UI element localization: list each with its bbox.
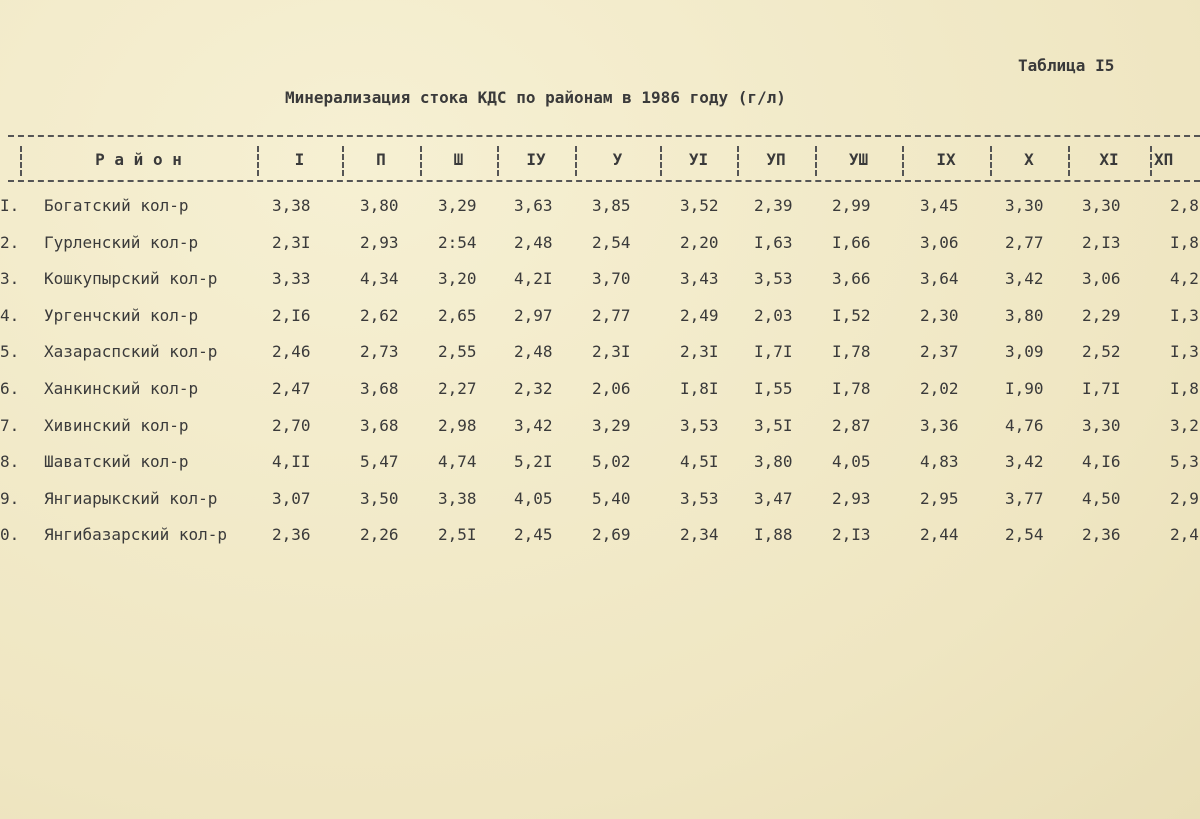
mineralization-value: 2,99 xyxy=(832,196,871,215)
header-separator xyxy=(257,146,259,176)
mineralization-value: 3,42 xyxy=(514,415,553,435)
mineralization-value: 3,42 xyxy=(1005,269,1044,289)
mineralization-value: 5,47 xyxy=(360,452,399,472)
mineralization-value: 5,3 xyxy=(1170,452,1199,472)
header-separator xyxy=(420,146,422,176)
mineralization-value: 3,36 xyxy=(920,415,959,435)
mineralization-value: 2,95 xyxy=(920,488,959,508)
district-name: Богатский кол-р xyxy=(44,196,189,215)
mineralization-value: 2,93 xyxy=(360,232,399,252)
mineralization-value: 4,II xyxy=(272,452,311,472)
mineralization-value: I,88 xyxy=(754,525,793,545)
mineralization-value: 5,02 xyxy=(592,452,631,472)
column-header-month: УI xyxy=(688,150,709,169)
mineralization-value: 2,36 xyxy=(1082,525,1121,545)
district-name: Ханкинский кол-р xyxy=(44,379,199,398)
header-separator xyxy=(815,146,817,176)
district-name: Янгибазарский кол-р xyxy=(44,525,228,545)
mineralization-value: 3,07 xyxy=(272,488,311,508)
column-header-month: У xyxy=(612,150,623,169)
mineralization-value: 2,27 xyxy=(438,379,477,398)
header-separator xyxy=(497,146,499,176)
mineralization-value: 3,64 xyxy=(920,269,959,289)
header-separator xyxy=(660,146,662,176)
mineralization-value: 3,2 xyxy=(1170,415,1199,435)
mineralization-value: 2,26 xyxy=(360,525,399,545)
district-name: Хивинский кол-р xyxy=(44,415,189,435)
mineralization-value: 3,70 xyxy=(592,269,631,289)
column-header-month: X xyxy=(1024,150,1034,169)
mineralization-value: 2,54 xyxy=(1005,525,1044,545)
district-name: Гурленский кол-р xyxy=(44,232,199,252)
row-number: 8. xyxy=(0,452,20,472)
row-number: 9. xyxy=(0,488,20,508)
column-header-month: УШ xyxy=(848,150,869,169)
mineralization-value: 2,4 xyxy=(1170,525,1199,545)
header-top-rule xyxy=(8,135,1200,137)
mineralization-value: I,7I xyxy=(754,342,793,362)
mineralization-value: 2,70 xyxy=(272,415,311,435)
mineralization-value: I,90 xyxy=(1005,379,1044,398)
mineralization-value: 2,I6 xyxy=(272,305,311,325)
mineralization-value: 2,52 xyxy=(1082,342,1121,362)
header-separator xyxy=(902,146,904,176)
mineralization-value: 5,40 xyxy=(592,488,631,508)
mineralization-value: 3,30 xyxy=(1082,196,1121,215)
district-name: Кошкупырский кол-р xyxy=(44,269,218,289)
mineralization-value: 3,09 xyxy=(1005,342,1044,362)
mineralization-value: 3,68 xyxy=(360,379,399,398)
mineralization-value: 2,48 xyxy=(514,342,553,362)
mineralization-value: 2,5I xyxy=(438,525,477,545)
mineralization-value: 3,85 xyxy=(592,196,631,215)
column-header-month: П xyxy=(376,150,386,169)
mineralization-value: 3,06 xyxy=(920,232,959,252)
table-title: Минерализация стока КДС по районам в 1986 году (г/л) xyxy=(285,88,786,107)
column-header-month: УП xyxy=(766,150,786,169)
header-separator xyxy=(737,146,739,176)
mineralization-value: 2,34 xyxy=(680,525,719,545)
header-bottom-rule xyxy=(8,180,1200,182)
mineralization-value: 3,43 xyxy=(680,269,719,289)
row-number: 2. xyxy=(0,232,20,252)
mineralization-value: 2,46 xyxy=(272,342,311,362)
mineralization-value: 4,2I xyxy=(514,269,553,289)
mineralization-value: 2,87 xyxy=(832,415,871,435)
mineralization-value: 3,53 xyxy=(680,488,719,508)
table-row xyxy=(0,489,1200,519)
mineralization-value: 4,05 xyxy=(514,488,553,508)
mineralization-value: 2,06 xyxy=(592,379,631,398)
row-number: 5. xyxy=(0,342,20,362)
mineralization-value: I,8 xyxy=(1170,379,1199,398)
mineralization-value: I,66 xyxy=(832,232,871,252)
row-number: I. xyxy=(0,196,20,215)
mineralization-value: I,3 xyxy=(1170,342,1199,362)
mineralization-value: 2,3I xyxy=(592,342,631,362)
mineralization-value: 3,47 xyxy=(754,488,793,508)
mineralization-value: 3,52 xyxy=(680,196,719,215)
mineralization-value: 2,77 xyxy=(592,305,631,325)
mineralization-value: 2,54 xyxy=(592,232,631,252)
mineralization-value: 2,I3 xyxy=(1082,232,1121,252)
mineralization-value: 2,9 xyxy=(1170,488,1199,508)
mineralization-value: 2,45 xyxy=(514,525,553,545)
mineralization-value: 2,32 xyxy=(514,379,553,398)
mineralization-value: 3,80 xyxy=(754,452,793,472)
mineralization-value: 4,34 xyxy=(360,269,399,289)
table-row xyxy=(0,342,1200,372)
mineralization-value: I,8I xyxy=(680,379,719,398)
header-separator xyxy=(990,146,992,176)
mineralization-value: 4,5I xyxy=(680,452,719,472)
mineralization-value: 2,39 xyxy=(754,196,793,215)
row-number: 0. xyxy=(0,525,20,545)
table-header xyxy=(0,146,1200,176)
mineralization-value: I,78 xyxy=(832,342,871,362)
mineralization-value: 2,69 xyxy=(592,525,631,545)
table-row xyxy=(0,306,1200,336)
mineralization-value: 5,2I xyxy=(514,452,553,472)
mineralization-value: 4,74 xyxy=(438,452,477,472)
mineralization-value: 3,30 xyxy=(1082,415,1121,435)
mineralization-value: 4,I6 xyxy=(1082,452,1121,472)
mineralization-value: 2,49 xyxy=(680,305,719,325)
mineralization-value: 2,20 xyxy=(680,232,719,252)
row-number: 6. xyxy=(0,379,20,398)
row-number: 3. xyxy=(0,269,20,289)
mineralization-value: 2,97 xyxy=(514,305,553,325)
mineralization-value: 3,38 xyxy=(438,488,477,508)
row-number: 4. xyxy=(0,305,20,325)
district-name: Янгиарыкский кол-р xyxy=(44,488,218,508)
mineralization-value: 3,53 xyxy=(680,415,719,435)
mineralization-value: I,55 xyxy=(754,379,793,398)
mineralization-value: 2,36 xyxy=(272,525,311,545)
column-header-month: XI xyxy=(1099,150,1119,169)
header-separator xyxy=(20,146,22,176)
mineralization-value: 2,3I xyxy=(272,232,311,252)
mineralization-value: 3,42 xyxy=(1005,452,1044,472)
mineralization-value: 3,29 xyxy=(592,415,631,435)
mineralization-value: 3,50 xyxy=(360,488,399,508)
table-row xyxy=(0,416,1200,446)
mineralization-value: 2,62 xyxy=(360,305,399,325)
header-separator xyxy=(342,146,344,176)
header-separator xyxy=(1068,146,1070,176)
table-row xyxy=(0,233,1200,263)
header-separator xyxy=(1150,146,1152,176)
mineralization-value: 2,8 xyxy=(1170,196,1199,215)
mineralization-value: 2,98 xyxy=(438,415,477,435)
mineralization-value: 2,73 xyxy=(360,342,399,362)
mineralization-value: 2,02 xyxy=(920,379,959,398)
mineralization-value: 3,63 xyxy=(514,196,553,215)
mineralization-value: 3,80 xyxy=(360,196,399,215)
mineralization-value: 2,48 xyxy=(514,232,553,252)
mineralization-value: 3,38 xyxy=(272,196,311,215)
mineralization-value: 2,30 xyxy=(920,305,959,325)
row-number: 7. xyxy=(0,415,20,435)
mineralization-value: 2,44 xyxy=(920,525,959,545)
mineralization-value: 3,29 xyxy=(438,196,477,215)
table-number: Таблица I5 xyxy=(1018,56,1115,75)
mineralization-value: 2,65 xyxy=(438,305,477,325)
mineralization-value: 2,55 xyxy=(438,342,477,362)
mineralization-value: 2,93 xyxy=(832,488,871,508)
column-header-month: I xyxy=(294,150,305,169)
mineralization-value: 2,37 xyxy=(920,342,959,362)
mineralization-value: I,52 xyxy=(832,305,871,325)
mineralization-value: 2,29 xyxy=(1082,305,1121,325)
mineralization-value: 3,20 xyxy=(438,269,477,289)
mineralization-value: I,8 xyxy=(1170,232,1199,252)
column-header-month: IX xyxy=(936,150,956,169)
mineralization-value: 4,2 xyxy=(1170,269,1199,289)
district-name: Ургенчский кол-р xyxy=(44,305,199,325)
district-name: Шаватский кол-р xyxy=(44,452,189,472)
mineralization-value: 2:54 xyxy=(438,232,477,252)
mineralization-value: 4,05 xyxy=(832,452,871,472)
table-row xyxy=(0,525,1200,555)
mineralization-value: 3,66 xyxy=(832,269,871,289)
mineralization-value: 2,03 xyxy=(754,305,793,325)
column-header-month: ХП xyxy=(1154,150,1174,169)
mineralization-value: 3,45 xyxy=(920,196,959,215)
mineralization-value: 4,50 xyxy=(1082,488,1121,508)
mineralization-value: 4,83 xyxy=(920,452,959,472)
table-row xyxy=(0,452,1200,482)
mineralization-value: 3,77 xyxy=(1005,488,1044,508)
district-name: Хазараспский кол-р xyxy=(44,342,218,362)
mineralization-value: 2,I3 xyxy=(832,525,871,545)
table-row xyxy=(0,379,1200,409)
table-row xyxy=(0,196,1200,226)
mineralization-value: 4,76 xyxy=(1005,415,1044,435)
column-header-month: Ш xyxy=(453,150,464,169)
mineralization-value: 3,5I xyxy=(754,415,793,435)
mineralization-value: I,7I xyxy=(1082,379,1121,398)
mineralization-value: 2,77 xyxy=(1005,232,1044,252)
mineralization-value: 3,53 xyxy=(754,269,793,289)
mineralization-value: 3,68 xyxy=(360,415,399,435)
mineralization-value: I,78 xyxy=(832,379,871,398)
column-header-month: IУ xyxy=(526,150,546,169)
header-separator xyxy=(575,146,577,176)
mineralization-value: 3,33 xyxy=(272,269,311,289)
mineralization-value: 2,47 xyxy=(272,379,311,398)
mineralization-value: 3,06 xyxy=(1082,269,1121,289)
mineralization-value: I,3 xyxy=(1170,305,1199,325)
table-row xyxy=(0,269,1200,299)
mineralization-value: 2,3I xyxy=(680,342,719,362)
mineralization-value: 3,80 xyxy=(1005,305,1044,325)
mineralization-value: I,63 xyxy=(754,232,793,252)
column-header-district: Р а й о н xyxy=(95,150,182,169)
mineralization-value: 3,30 xyxy=(1005,196,1044,215)
